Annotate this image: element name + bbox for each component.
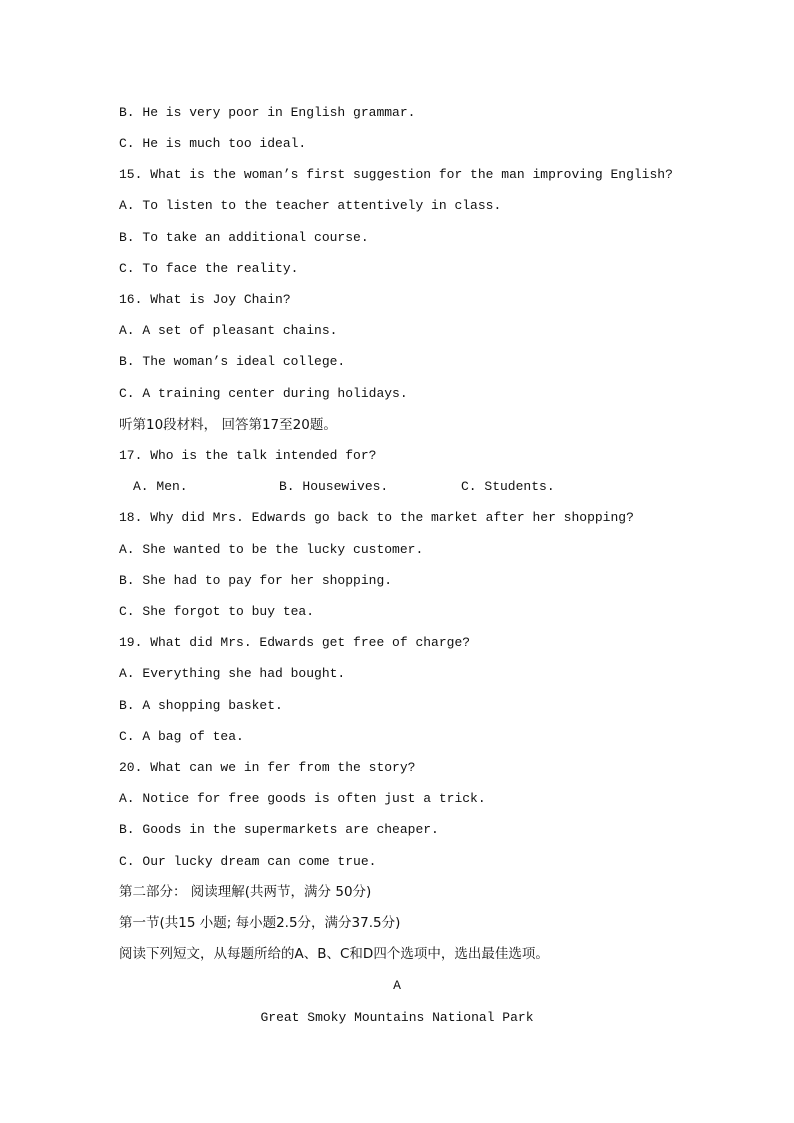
q15-option-b: B. To take an additional course. [119, 230, 369, 245]
q16-option-a: A. A set of pleasant chains. [119, 323, 338, 338]
q16-option-b: B. The woman’s ideal college. [119, 354, 346, 369]
question-18: 18. Why did Mrs. Edwards go back to the market after her shopping? [119, 510, 634, 525]
passage-title: Great Smoky Mountains National Park [260, 1010, 534, 1025]
q20-option-b: B. Goods in the supermarkets are cheaper. [119, 822, 439, 837]
q14-option-b: B. He is very poor in English grammar. [119, 105, 416, 120]
q17-options-row [133, 479, 693, 495]
q19-option-b: B. A shopping basket. [119, 698, 283, 713]
question-19: 19. What did Mrs. Edwards get free of charge? [119, 635, 471, 650]
question-16: 16. What is Joy Chain? [119, 292, 291, 307]
q15-option-c: C. To face the reality. [119, 261, 299, 276]
q18-option-c: C. She forgot to buy tea. [119, 604, 315, 619]
q15-option-a: A. To listen to the teacher attentively in class. [119, 198, 502, 213]
question-17: 17. Who is the talk intended for? [119, 448, 377, 463]
q20-option-a: A. Notice for free goods is often just a trick. [119, 791, 486, 806]
q19-option-a: A. Everything she had bought. [119, 666, 346, 681]
section-instruction-material-10: 听第10段材料， 回答第17至20题。 [119, 417, 337, 433]
q17-option-a: A. Men. [133, 479, 188, 494]
part-two-heading: 第二部分： 阅读理解(共两节，满分 50分) [119, 884, 372, 900]
q18-option-b: B. She had to pay for her shopping. [119, 573, 393, 588]
q14-option-c: C. He is much too ideal. [119, 136, 307, 151]
q19-option-c: C. A bag of tea. [119, 729, 244, 744]
section-one-heading: 第一节(共15 小题; 每小题2.5分，满分37.5分) [119, 915, 401, 931]
q18-option-a: A. She wanted to be the lucky customer. [119, 542, 424, 557]
question-15: 15. What is the woman’s first suggestion for the man improving English? [119, 167, 673, 182]
q17-option-b: B. Housewives. [279, 479, 389, 494]
q17-option-c: C. Students. [461, 479, 555, 494]
question-20: 20. What can we in fer from the story? [119, 760, 416, 775]
q16-option-c: C. A training center during holidays. [119, 386, 408, 401]
q20-option-c: C. Our lucky dream can come true. [119, 854, 377, 869]
passage-label: A [393, 978, 401, 993]
reading-instruction: 阅读下列短文，从每题所给的A、B、C和D四个选项中，选出最佳选项。 [119, 946, 549, 962]
